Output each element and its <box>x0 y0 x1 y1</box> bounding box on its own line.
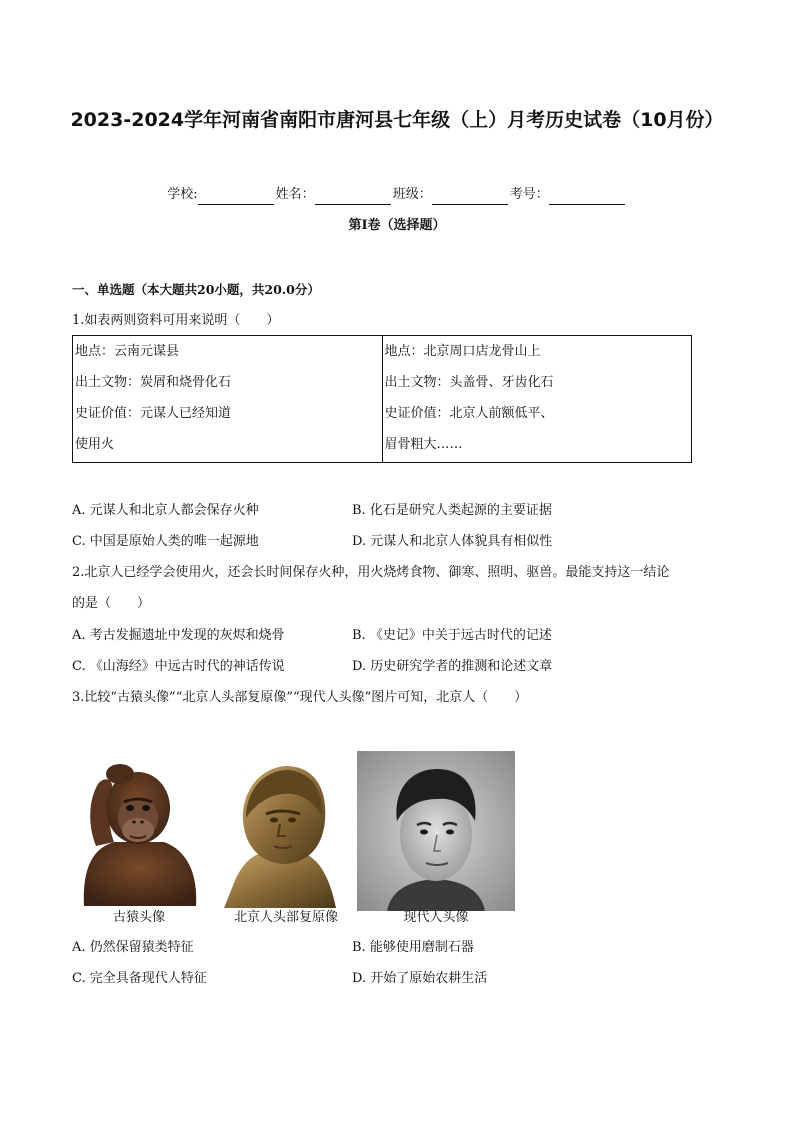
number-blank[interactable] <box>549 190 625 205</box>
q2-stem-line2: 的是（ ） <box>72 596 151 611</box>
school-label: 学校: <box>167 187 198 202</box>
q1-source-table <box>72 335 692 463</box>
caption-peking-man: 北京人头部复原像 <box>233 910 338 925</box>
volume-title: 第I卷（选择题） <box>348 218 446 233</box>
q1-table-right-cell <box>382 336 692 463</box>
modern-human-portrait-image <box>357 751 515 911</box>
student-info-line <box>0 185 794 205</box>
class-blank[interactable] <box>432 190 508 205</box>
number-label: 考号： <box>509 187 549 202</box>
caption-ape-head: 古猿头像 <box>112 910 165 925</box>
q3-option-b[interactable]: B. 能够使用磨制石器 <box>352 940 474 955</box>
exam-title: 2023-2024学年河南省南阳市唐河县七年级（上）月考历史试卷（10月份） <box>70 109 724 131</box>
q1-option-c[interactable]: C. 中国是原始人类的唯一起源地 <box>72 534 259 549</box>
table-line: 使用火 <box>75 437 115 452</box>
q1-option-a[interactable]: A. 元谋人和北京人都会保存火种 <box>72 503 259 518</box>
q1-option-b[interactable]: B. 化石是研究人类起源的主要证据 <box>352 503 552 518</box>
table-line: 地点：云南元谋县 <box>75 344 180 359</box>
caption-modern-human: 现代人头像 <box>403 910 469 925</box>
school-blank[interactable] <box>198 190 274 205</box>
q2-option-d[interactable]: D. 历史研究学者的推测和论述文章 <box>352 659 553 674</box>
q3-option-d[interactable]: D. 开始了原始农耕生活 <box>352 971 488 986</box>
class-label: 班级： <box>392 187 432 202</box>
q1-stem: 1.如表两则资料可用来说明（ ） <box>72 313 280 328</box>
q3-stem: 3.比较“古猿头像”“北京人头部复原像”“现代人头像”图片可知，北京人（ ） <box>72 690 528 705</box>
table-line: 史证价值：北京人前额低平、 <box>384 406 554 421</box>
table-line: 出土文物：炭屑和烧骨化石 <box>75 375 232 390</box>
peking-man-bust-image <box>216 758 342 908</box>
q2-stem-line1: 2.北京人已经学会使用火，还会长时间保存火种，用火烧烤食物、御寒、照明、驱兽。最能支持这一结论 <box>72 565 670 580</box>
table-line: 史证价值：元谋人已经知道 <box>75 406 232 421</box>
section-heading: 一、单选题（本大题共20小题，共20.0分） <box>72 282 320 297</box>
q3-option-c[interactable]: C. 完全具备现代人特征 <box>72 971 207 986</box>
q3-option-a[interactable]: A. 仍然保留猿类特征 <box>72 940 194 955</box>
name-blank[interactable] <box>315 190 391 205</box>
q1-option-d[interactable]: D. 元谋人和北京人体貌具有相似性 <box>352 534 553 549</box>
q2-option-a[interactable]: A. 考古发掘遗址中发现的灰烬和烧骨 <box>72 628 285 643</box>
name-label: 姓名： <box>275 187 315 202</box>
table-line: 眉骨粗大…… <box>384 437 463 452</box>
q1-table-left-cell <box>73 336 383 463</box>
q2-option-b[interactable]: B. 《史记》中关于远古时代的记述 <box>352 628 552 643</box>
table-line: 地点：北京周口店龙骨山上 <box>384 344 541 359</box>
ape-head-image <box>74 756 202 906</box>
q2-option-c[interactable]: C. 《山海经》中远古时代的神话传说 <box>72 659 285 674</box>
table-line: 出土文物：头盖骨、牙齿化石 <box>384 375 554 390</box>
